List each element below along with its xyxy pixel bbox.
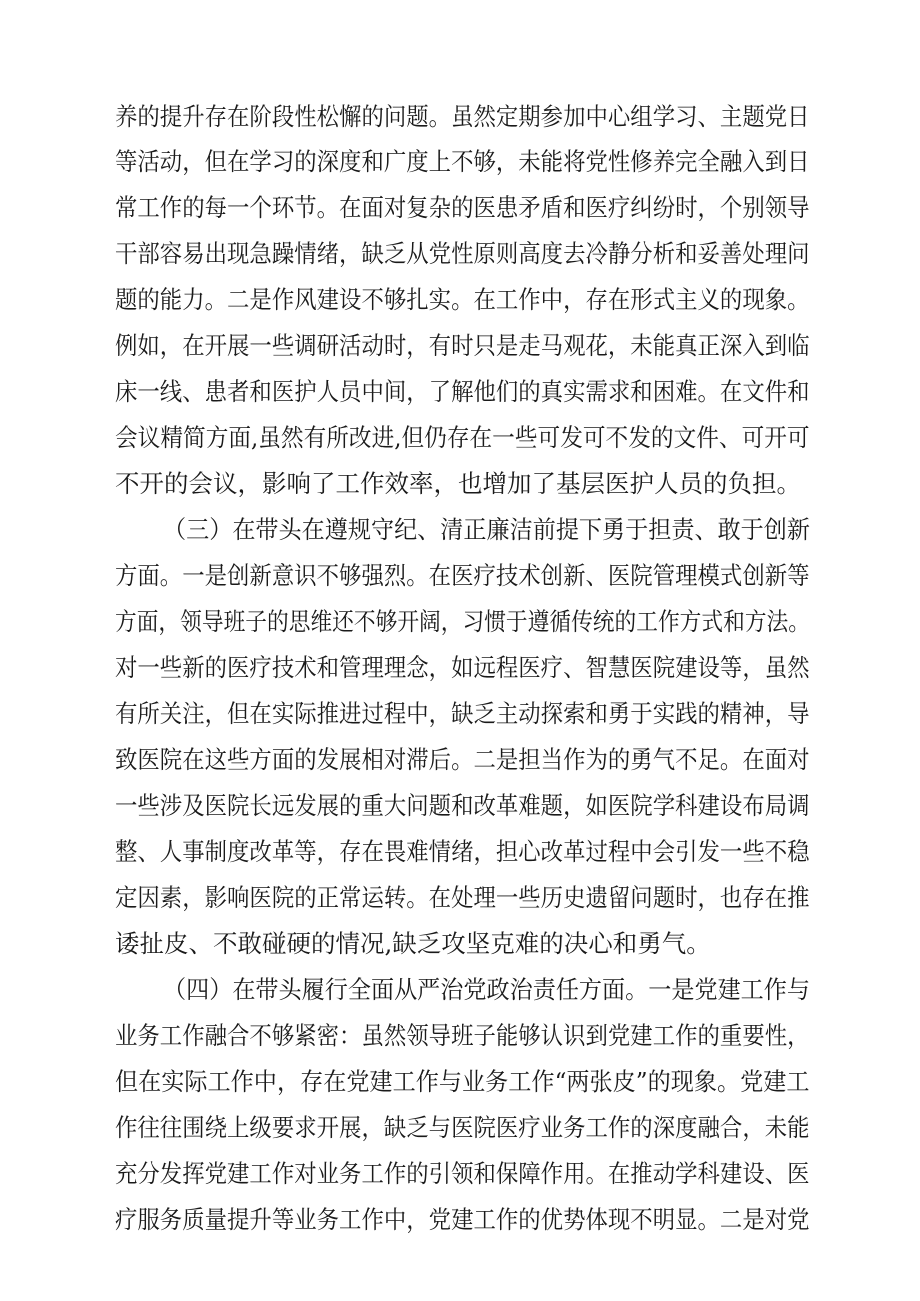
text-line: 疗服务质量提升等业务工作中，党建工作的优势体现不明显。二是对党 — [115, 1205, 810, 1234]
section-heading-line: （三）在带头在遵规守纪、清正廉洁前提下勇于担责、敢于创新 — [163, 515, 810, 544]
text-line: 致医院在这些方面的发展相对滞后。二是担当作为的勇气不足。在面对 — [115, 745, 810, 774]
text-line: 对一些新的医疗技术和管理理念，如远程医疗、智慧医院建设等，虽然 — [115, 653, 810, 682]
text-line: 有所关注，但在实际推进过程中，缺乏主动探索和勇于实践的精神，导 — [115, 699, 810, 728]
text-line: 例如，在开展一些调研活动时，有时只是走马观花，未能真正深入到临 — [115, 331, 810, 360]
text-line: 不开的会议，影响了工作效率，也增加了基层医护人员的负担。 — [115, 469, 801, 498]
text-line: 定因素，影响医院的正常运转。在处理一些历史遗留问题时，也存在推 — [115, 883, 810, 912]
text-line: 常工作的每一个环节。在面对复杂的医患矛盾和医疗纠纷时，个别领导 — [115, 193, 810, 222]
text-line: 业务工作融合不够紧密：虽然领导班子能够认识到党建工作的重要性， — [115, 1021, 810, 1050]
text-line: 作往往围绕上级要求开展，缺乏与医院医疗业务工作的深度融合，未能 — [115, 1113, 810, 1142]
text-line: 但在实际工作中，存在党建工作与业务工作“两张皮”的现象。党建工 — [115, 1067, 810, 1096]
section-heading-line: （四）在带头履行全面从严治党政治责任方面。一是党建工作与 — [163, 975, 810, 1004]
text-line: 养的提升存在阶段性松懈的问题。虽然定期参加中心组学习、主题党日 — [115, 102, 810, 131]
text-line: 一些涉及医院长远发展的重大问题和改革难题，如医院学科建设布局调 — [115, 791, 810, 820]
text-line: 方面。一是创新意识不够强烈。在医疗技术创新、医院管理模式创新等 — [115, 561, 810, 590]
text-line: 会议精简方面,虽然有所改进,但仍存在一些可发可不发的文件、可开可 — [115, 423, 810, 452]
text-line: 充分发挥党建工作对业务工作的引领和保障作用。在推动学科建设、医 — [115, 1159, 810, 1188]
text-line: 整、人事制度改革等，存在畏难情绪，担心改革过程中会引发一些不稳 — [115, 837, 810, 866]
text-line: 题的能力。二是作风建设不够扎实。在工作中，存在形式主义的现象。 — [115, 285, 810, 314]
text-line: 方面，领导班子的思维还不够开阔，习惯于遵循传统的工作方式和方法。 — [115, 607, 810, 636]
text-line: 等活动，但在学习的深度和广度上不够，未能将党性修养完全融入到日 — [115, 147, 810, 176]
text-line: 诿扯皮、不敢碰硬的情况,缺乏攻坚克难的决心和勇气。 — [115, 929, 711, 958]
text-line: 床一线、患者和医护人员中间，了解他们的真实需求和困难。在文件和 — [115, 377, 810, 406]
text-line: 干部容易出现急躁情绪，缺乏从党性原则高度去冷静分析和妥善处理问 — [115, 239, 810, 268]
